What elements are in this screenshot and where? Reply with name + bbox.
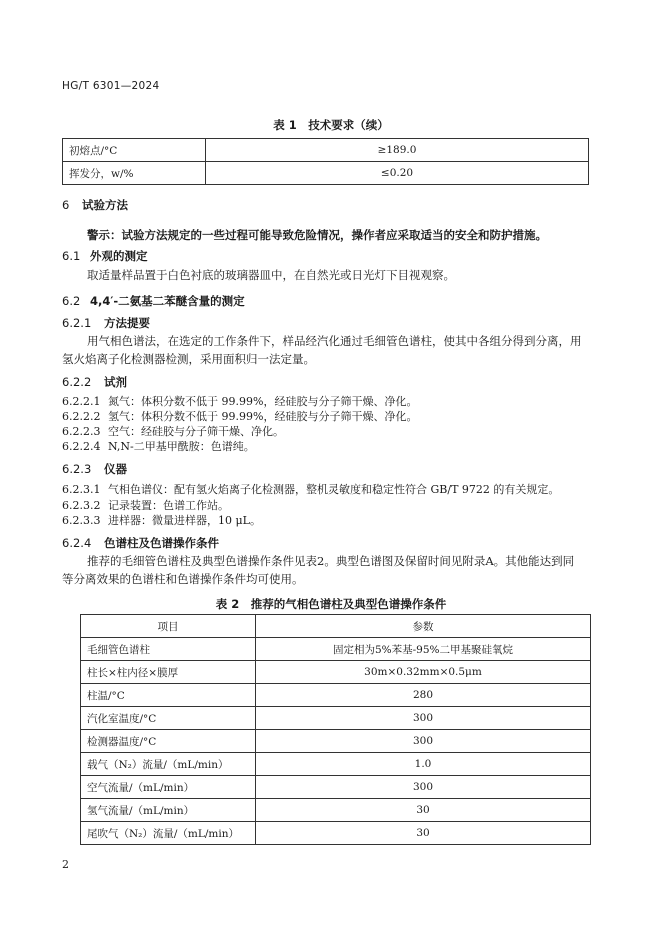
- table2-cell-param: 30: [256, 799, 591, 822]
- table1-cell-value: ≥189.0: [206, 139, 589, 162]
- table2-cell-param: 300: [256, 707, 591, 730]
- table2-cell-param: 1.0: [256, 753, 591, 776]
- section-6-2-heading: [62, 293, 245, 309]
- section-number: 6.2.4: [62, 536, 92, 550]
- table2-cell-item: 柱温/°C: [81, 684, 256, 707]
- section-title: 仪器: [104, 462, 127, 476]
- table-row: [81, 730, 591, 753]
- table2-cell-item: 检测器温度/°C: [81, 730, 256, 753]
- item-number: 6.2.3.1: [62, 483, 101, 496]
- section-title: 方法提要: [104, 316, 150, 330]
- table2-cell-item: 毛细管色谱柱: [81, 638, 256, 661]
- section-number: 6.2.2: [62, 375, 92, 389]
- section-6-2-2-heading: [62, 374, 127, 390]
- instrument-item: [62, 498, 229, 513]
- reagent-item: [62, 424, 284, 439]
- section-title: 色谱柱及色谱操作条件: [104, 536, 219, 550]
- section-number: 6: [62, 198, 70, 212]
- item-number: 6.2.3.3: [62, 514, 101, 527]
- section-title: 4,4′-二氨基二苯醚含量的测定: [90, 294, 245, 308]
- item-text: 气相色谱仪：配有氢火焰离子化检测器，整机灵敏度和稳定性符合 GB/T 9722 的有关规定。: [108, 483, 560, 496]
- safety-warning: 警示：试验方法规定的一些过程可能导致危险情况，操作者应采取适当的安全和防护措施。: [87, 228, 547, 242]
- section-title: 外观的测定: [90, 249, 148, 263]
- table1-cell-value: ≤0.20: [206, 162, 589, 185]
- section-6-1-heading: [62, 248, 148, 264]
- item-text: 空气：经硅胶与分子筛干燥、净化。: [108, 425, 284, 438]
- column-header: 项目: [81, 615, 256, 638]
- table1-cell-label: 初熔点/°C: [63, 139, 206, 162]
- table-row: [63, 139, 589, 162]
- table2-cell-item: 汽化室温度/°C: [81, 707, 256, 730]
- table2-caption: 表 2 推荐的气相色谱柱及典型色谱操作条件: [215, 597, 447, 611]
- item-number: 6.2.2.1: [62, 395, 101, 408]
- table1: [62, 138, 589, 185]
- item-text: 记录装置：色谱工作站。: [108, 499, 229, 512]
- section-number: 6.2: [62, 294, 81, 308]
- table-header-row: [81, 615, 591, 638]
- table2-cell-param: 300: [256, 730, 591, 753]
- table2: [80, 614, 591, 845]
- item-number: 6.2.2.4: [62, 440, 101, 453]
- item-number: 6.2.3.2: [62, 499, 101, 512]
- section-number: 6.2.3: [62, 462, 92, 476]
- table2-cell-param: 30: [256, 822, 591, 845]
- reagent-item: [62, 439, 255, 454]
- standard-number: HG/T 6301—2024: [62, 80, 160, 92]
- section-6-2-1-line2: 氢火焰离子化检测器检测，采用面积归一法定量。: [62, 352, 315, 366]
- instrument-item: [62, 513, 261, 528]
- item-text: N,N-二甲基甲酰胺：色谱纯。: [108, 440, 255, 453]
- table-row: [81, 661, 591, 684]
- section-6-2-3-heading: [62, 461, 127, 477]
- table2-cell-item: 氢气流量/（mL/min）: [81, 799, 256, 822]
- item-text: 氮气：体积分数不低于 99.99%，经硅胶与分子筛干燥、净化。: [108, 395, 418, 408]
- table-row: [81, 684, 591, 707]
- section-6-heading: [62, 197, 128, 213]
- section-number: 6.1: [62, 249, 81, 263]
- section-title: 试剂: [104, 375, 127, 389]
- table-row: [81, 822, 591, 845]
- table2-cell-param: 300: [256, 776, 591, 799]
- table2-cell-item: 空气流量/（mL/min）: [81, 776, 256, 799]
- item-number: 6.2.2.2: [62, 410, 101, 423]
- item-text: 进样器：微量进样器，10 μL。: [108, 514, 261, 527]
- table2-cell-param: 固定相为5%苯基-95%二甲基聚硅氧烷: [256, 638, 591, 661]
- table-row: [81, 638, 591, 661]
- table1-cell-label: 挥发分，w/%: [63, 162, 206, 185]
- section-6-2-4-heading: [62, 535, 219, 551]
- table-row: [81, 707, 591, 730]
- section-6-2-4-line1: 推荐的毛细管色谱柱及典型色谱操作条件见表2。典型色谱图及保留时间见附录A。其他能达到同: [87, 554, 575, 568]
- table2-cell-item: 载气（N₂）流量/（mL/min）: [81, 753, 256, 776]
- section-6-2-1-heading: [62, 315, 150, 331]
- section-6-2-1-line1: 用气相色谱法，在选定的工作条件下，样品经汽化通过毛细管色谱柱，使其中各组分得到分离，用: [87, 334, 582, 348]
- table2-cell-param: 30m×0.32mm×0.5μm: [256, 661, 591, 684]
- table-row: [81, 753, 591, 776]
- item-number: 6.2.2.3: [62, 425, 101, 438]
- table2-cell-item: 柱长×柱内径×膜厚: [81, 661, 256, 684]
- table2-cell-param: 280: [256, 684, 591, 707]
- page-number: 2: [62, 858, 69, 871]
- section-6-1-body: 取适量样品置于白色衬底的玻璃器皿中，在自然光或日光灯下目视观察。: [87, 268, 455, 282]
- section-number: 6.2.1: [62, 316, 92, 330]
- reagent-item: [62, 394, 417, 409]
- item-text: 氢气：体积分数不低于 99.99%，经硅胶与分子筛干燥、净化。: [108, 410, 418, 423]
- table2-cell-item: 尾吹气（N₂）流量/（mL/min）: [81, 822, 256, 845]
- table-row: [81, 776, 591, 799]
- column-header: 参数: [256, 615, 591, 638]
- reagent-item: [62, 409, 417, 424]
- table1-caption: 表 1 技术要求（续）: [273, 118, 389, 132]
- table-row: [63, 162, 589, 185]
- section-title: 试验方法: [82, 198, 128, 212]
- section-6-2-4-line2: 等分离效果的色谱柱和色谱操作条件均可使用。: [62, 572, 304, 586]
- table-row: [81, 799, 591, 822]
- instrument-item: [62, 482, 559, 497]
